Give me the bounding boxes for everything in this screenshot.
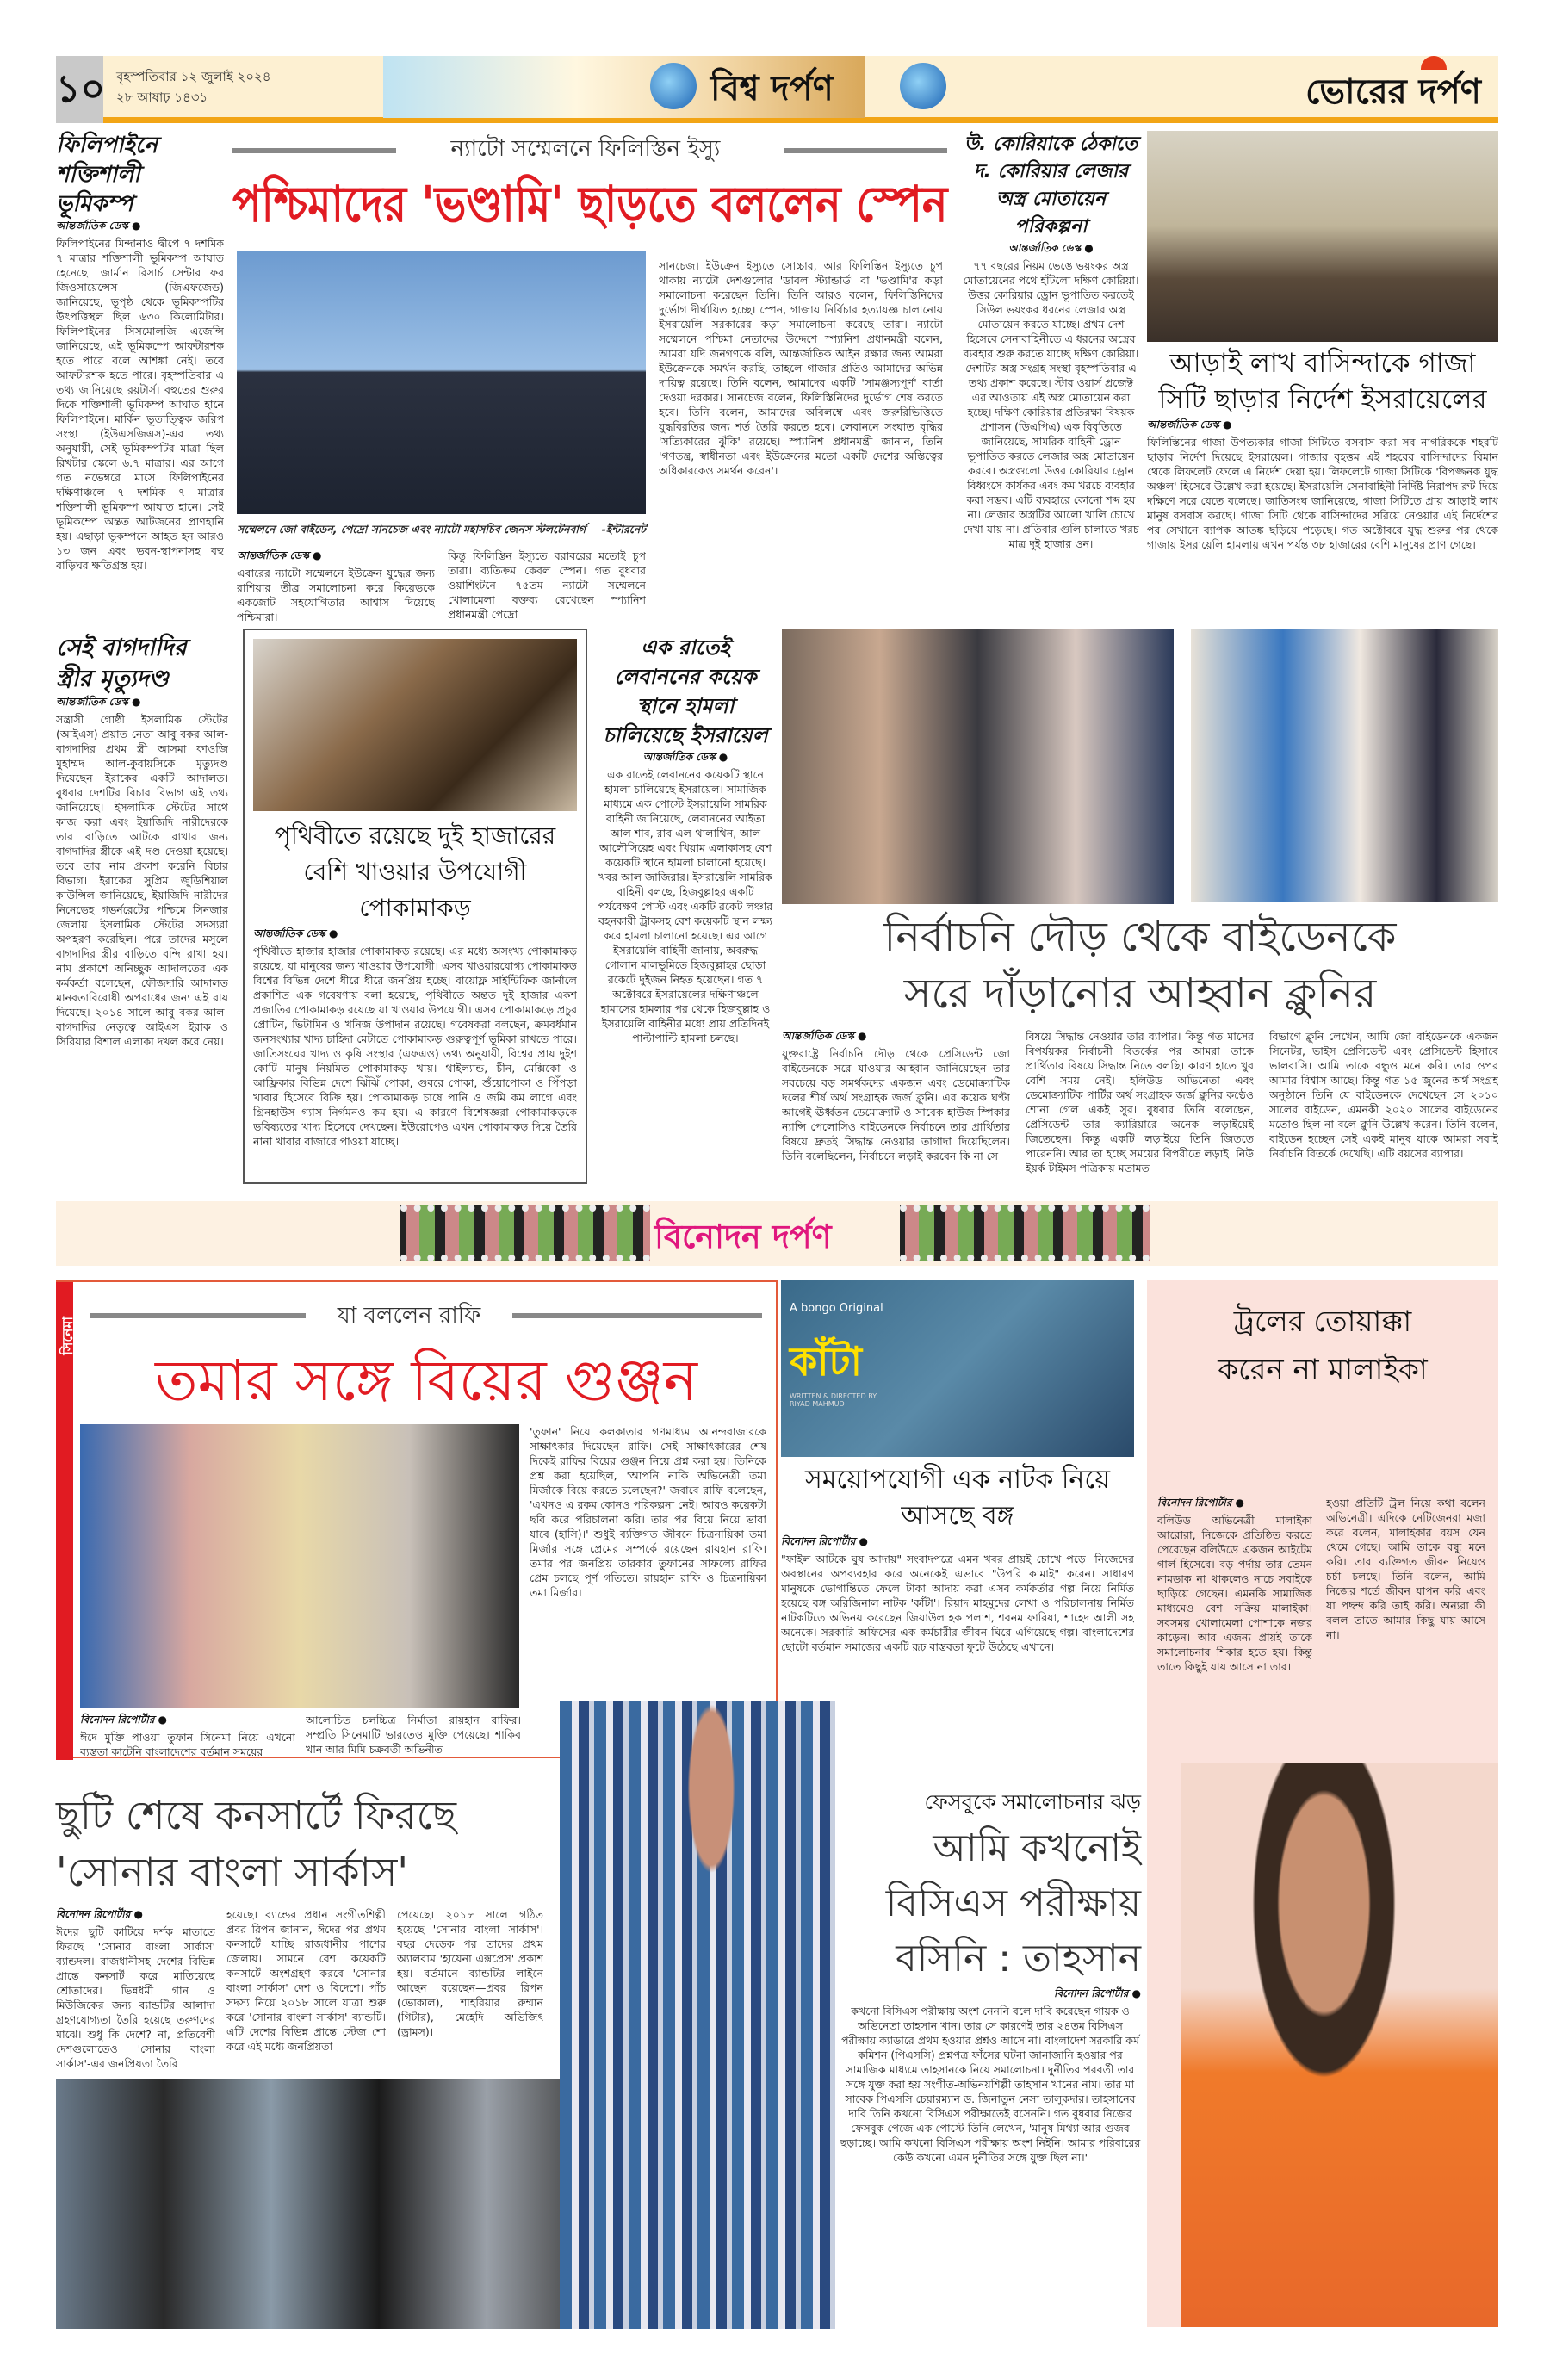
article-body: বিভাগে ক্লুনি লেখেন, আমি জো বাইডেনকে একজন সিনেটর, ভাইস প্রেসিডেন্ট এবং প্রেসিডেন্ট হিসাবে ভালবাসি। আমি তাকে বন্ধুও মনে করি। তার ওপর আমার বিশ্বাস আছে। কিন্তু গত ১৫ জুনের অর্থ সংগ্রহ অনুষ্ঠানে তিনি যে বাইডেনকে দেখেছেন সে ২০১০ সালের বাইডেন, এমনকী ২০২০ সালের বাইডেনের মতোও ছিল না বলে ক্লুনি উল্লেখ করেন। তিনি বলেন, বাইডেন হচ্ছেন সেই একই মানুষ যাকে আমরা সবাই নির্বাচনি বিতর্কে দেখেছি। এটি বয়সের ব্যাপার।	[1269, 1030, 1498, 1160]
byline: বিনোদন রিপোর্টার ●	[1054, 1987, 1141, 1999]
date-gregorian: বৃহস্পতিবার ১২ জুলাই ২০২৪	[116, 69, 271, 84]
photo-band-members	[56, 2079, 594, 2329]
article-rafi-toma	[56, 1280, 778, 1758]
date-bengali: ২৮ আষাঢ় ১৪৩১	[116, 90, 208, 105]
byline: আন্তর্জাতিক ডেস্ক ●	[253, 927, 338, 939]
headline: এক রাতেই লেবাননের কয়েক স্থানে হামলা চালিয়েছে ইসরায়েল	[603, 635, 768, 747]
entertainment-section-banner	[56, 1201, 1498, 1266]
divider	[512, 1313, 762, 1318]
article-malaika	[1147, 1280, 1498, 2327]
photo-rafi-toma-collage	[80, 1424, 519, 1708]
article-body: বিষয়ে সিদ্ধান্ত নেওয়ার তার ব্যাপার। কিন্তু গত মাসের বিপর্যয়কর নির্বাচনী বিতর্কের পর আমরা তাকে প্রার্থিতার বিষয়ে সিদ্ধান্ত নিতে বলছি। কারণ হাতে খুব বেশি সময় নেই। হলিউড অভিনেতা এবং ডেমোক্র্যাটিক পার্টির অর্থ সংগ্রাহক জর্জ ক্লুনির কণ্ঠেও শোনা গেল একই সুর। বুধবার তিনি বলেছেন, প্রেসিডেন্ট তার ক্যারিয়ারে অনেক লড়াইয়েই জিতেছেন। কিন্তু একটি লড়াইয়ে তিনি জিততে পারেননি। আর তা হচ্ছে সময়ের বিপরীতে লড়াই। নিউ ইয়র্ক টাইমস পত্রিকায় মতামত	[1026, 1030, 1254, 1175]
newspaper-logo: ভোরের দর্পণ	[1305, 72, 1481, 112]
headline: পৃথিবীতে রয়েছে দুই হাজারের বেশি খাওয়ার উপযোগী পোকামাকড়	[274, 821, 556, 922]
byline: আন্তর্জাতিক ডেস্ক ●	[56, 696, 141, 708]
article-body: হওয়া প্রতিটি ট্রল নিয়ে কথা বলেন অভিনেত্রী। এদিকে নেটিজেনরা মজা করে বলেন, মালাইকার বয়স যেন থেমে গেছে। আমি তাকে বন্ধু মনে করি। তার ব্যক্তিগত জীবন নিয়েও চর্চা চলছে। তিনি বলেন, আমি নিজের শর্তে জীবন যাপন করি এবং যা পছন্দ করি তাই করি। অন্যরা কী বলল তাতে আমার কিছু যায় আসে না।	[1326, 1497, 1485, 1641]
headline-line: নির্বাচনি দৌড় থেকে বাইডেনকে	[884, 913, 1397, 961]
article-body: ফিলিস্তিনের গাজা উপত্যকার গাজা সিটিতে বসবাস করা সব নাগরিককে শহরটি ছাড়ার নির্দেশ দিয়েছে ইসরায়েল। গাজার বৃহত্তম এই শহরের বাসিন্দাদের বিমান থেকে লিফলেট ফেলে এ নির্দেশ দেয়া হয়। লিফলেটে গাজা সিটিকে 'বিপজ্জনক যুদ্ধ অঞ্চল' হিসেবে উল্লেখ করা হয়েছে। ইসরায়েলি সেনাবাহিনী নির্দিষ্ট নিরাপদ রুট দিয়ে দক্ষিণে সরে যেতে বলেছে। জাতিসংঘ জানিয়েছে, গাজা সিটিতে প্রায় আড়াই লাখ মানুষ বসবাস করছে। গাজা সিটি থেকে বাসিন্দাদের সরিয়ে নেওয়ার এই নির্দেশের পর সেখানে ব্যাপক আতঙ্ক ছড়িয়ে পড়েছে। গত অক্টোবরে যুদ্ধ শুরুর পর থেকে গাজায় ইসরায়েলি হামলায় এখন পর্যন্ত ৩৮ হাজারের বেশি মানুষের প্রাণ গেছে।	[1147, 436, 1498, 551]
headline	[782, 908, 1498, 1022]
poster-title: কাঁটা	[790, 1338, 862, 1385]
article-body: "ফাইল আটকে ঘুষ আদায়" সংবাদপত্রে এমন খবর প্রায়ই চোখে পড়ে। নিজেদের অবস্থানের অপব্যবহার করে অনেকেই এভাবে "উপরি কামাই" করেন। সাধারণ মানুষকে ভোগান্তিতে ফেলে টাকা আদায় করা এসব কর্মকর্তার গল্প নিয়ে নির্মিত হয়েছে বঙ্গ অরিজিনাল নাটক 'কাঁটা'। রিয়াদ মাহমুদের লেখা ও পরিচালনায় নির্মিত নাটকটিতে অভিনয় করেছেন জিয়াউল হক পলাশ, শবনম ফারিয়া, শাহেদ আলী সহ অনেকে। সরকারি অফিসের এক কর্মচারীর জীবন ঘিরে এগিয়েছে গল্প। বাংলাদেশের ছোটো বর্তমান সমাজের একটি রূঢ় বাস্তবতা ফুটে উঠেছে এখানে।	[781, 1553, 1134, 1653]
headline: আমি কখনোই বিসিএস পরীক্ষায় বসিনি : তাহসান	[885, 1826, 1141, 1980]
divider	[232, 148, 396, 153]
photo-pelosi	[1191, 629, 1498, 902]
photo-gaza-crowd	[1147, 131, 1498, 342]
caption-text: সম্মেলনে জো বাইডেন, পেদ্রো সানচেজ এবং ন্যাটো মহাসচিব জেনস স্টলটেনবার্গ	[237, 523, 586, 536]
article-body: কখনো বিসিএস পরীক্ষায় অংশ নেননি বলে দাবি করেছেন গায়ক ও অভিনেতা তাহসান খান। তার সে কারণেই তার ২৪তম বিসিএস পরীক্ষায় ক্যাডারে প্রথম হওয়ার প্রশ্নও আসে না। বাংলাদেশ সরকারি কর্ম কমিশন (পিএসসি) প্রশ্নপত্র ফাঁসের ঘটনা জানাজানি হওয়ার পর সামাজিক মাধ্যমে তাহসানকে নিয়ে সমালোচনা। দুর্নীতির পরবর্তী তার সঙ্গে যুক্ত করা হয় সংগীত-অভিনয়শিল্পী তাহসান খানের নাম। তার মা সাবেক পিএসসি চেয়ারম্যান ড. জিনাতুন নেসা তালুকদার। তাহসানের দাবি তিনি কখনো বিসিএস পরীক্ষাতেই বসেননি। গত বুধবার নিজের ফেসবুক পেজে এক পোস্টে তিনি লেখেন, 'মানুষ মিথ্যা আর গুজব ছড়াচ্ছে। আমি কখনো বিসিএস পরীক্ষায় অংশ নিইনি। আমার পরিবারের কেউ কখনো এমন দুর্নীতির সঙ্গে যুক্ত ছিল না।'	[840, 2005, 1141, 2164]
headline-line: সরে দাঁড়ানোর আহ্বান ক্লুনির	[903, 970, 1377, 1018]
article-body: ৭৭ বছরের নিয়ম ভেঙে ভয়ংকর অস্ত্র মোতায়েনের পথে হাঁটলো দক্ষিণ কোরিয়া। উত্তর কোরিয়ার ড্রোন ভূপাতিত করতেই সিউল ভয়ংকর ধরনের লেজার অস্ত্র মোতায়েন করতে যাচ্ছে। প্রথম দেশ হিসেবে সেনাবাহিনীতে এ ধরনের অস্ত্রের ব্যবহার শুরু করতে যাচ্ছে দক্ষিণ কোরিয়া। দেশটির অস্ত্র সংগ্রহ সংস্থা বৃহস্পতিবার এ তথ্য প্রকাশ করেছে। স্টার ওয়ার্স প্রজেক্ট এর আওতায় এই অস্ত্র মোতায়েন করা হচ্ছে। দক্ষিণ কোরিয়ার প্রতিরক্ষা বিষয়ক প্রশাসন (ডিএপিএ) এক বিবৃতিতে জানিয়েছে, সামরিক বাহিনী ড্রোন ভূপাতিত করতে লেজার অস্ত্র মোতায়েন করবে। অস্ত্রগুলো উত্তর কোরিয়ার ড্রোন বিধ্বংসে কার্যকর এবং কম খরচে ব্যবহার করা সম্ভব। এটি ব্যবহারে কোনো শব্দ হয় না। লেজার অস্ত্রটির আলো খালি চোখে দেখা যায় না। প্রতিবার গুলি চালাতে খরচ মাত্র দুই হাজার ওন।	[963, 259, 1139, 550]
headline: ট্রলের তোয়াক্কা করেন না মালাইকা	[1218, 1305, 1428, 1387]
article-biden-clooney	[782, 629, 1498, 1188]
article-body: 'তুফান' নিয়ে কলকাতার গণমাধ্যম আনন্দবাজারকে সাক্ষাৎকার দিয়েছেন রাফি। সেই সাক্ষাৎকারের শেষ দিকেই রাফির বিয়ের গুঞ্জন নিয়ে প্রশ্ন করা হয়। তিনিকে প্রশ্ন করা হয়েছিল, 'আপনি নাকি অভিনেত্রী তমা মির্জাকে বিয়ে করতে চলেছেন?' জবাবে রাফি বলেছেন, 'এখনও এ রকম কোনও পরিকল্পনা নেই। আরও কয়েকটা ছবি করে পরিচালনা করি। তার পর বিয়ে নিয়ে ভাবা যাবে (হাসি)।' শুধুই ব্যক্তিগত জীবনে চিত্রনায়িকা তমা মির্জার সঙ্গে প্রেমের সম্পর্কে রয়েছেন রায়হান রাফি। তমার পর জনপ্রিয় তারকার তুফানের সাফল্যে রাফির প্রেম চলছে পূর্ণ গতিতে। রায়হান রাফি ও চিত্রনায়িকা তমা মির্জার।	[530, 1425, 766, 1599]
page-header	[56, 56, 1498, 123]
article-lebanon	[596, 633, 775, 1184]
byline: বিনোদন রিপোর্টার ●	[781, 1535, 868, 1547]
headline-line: 'সোনার বাংলা সার্কাস'	[56, 1849, 409, 1895]
divider	[90, 1313, 306, 1318]
article-body: পেয়েছে। ২০১৮ সালে গঠিত হয়েছে 'সোনার বাংলা সার্কাস'। বছর দেড়েক পর তাদের প্রথম অ্যালবাম 'হায়েনা এক্সপ্রেস' প্রকাশ হয়। বর্তমানে ব্যান্ডটির লাইনে আছেন রয়েছেন—প্রবর রিপন (ভোকাল), শাহরিয়ার রুম্মান (গিটার), মেহেদি অভিজিৎ (ড্রামস)।	[397, 1908, 543, 2038]
article-nato	[232, 131, 956, 630]
photo-nato-leaders	[237, 251, 646, 514]
headline: তমার সঙ্গে বিয়ের গুঞ্জন	[154, 1348, 698, 1414]
byline: আন্তর্জাতিক ডেস্ক ●	[237, 549, 322, 561]
article-tahsan	[840, 1787, 1141, 2329]
kicker: ন্যাটো সম্মেলনে ফিলিস্তিন ইস্যু	[450, 136, 721, 162]
byline: আন্তর্জাতিক ডেস্ক ●	[1147, 418, 1232, 431]
body-col-1	[1157, 1496, 1312, 1685]
headline-box	[232, 170, 947, 245]
photo-caption	[237, 523, 646, 540]
headline: সেই বাগদাদির স্ত্রীর মৃত্যুদণ্ড	[56, 635, 187, 692]
headline: পশ্চিমাদের 'ভণ্ডামি' ছাড়তে বললেন স্পেন	[232, 175, 948, 233]
article-body: এবারের ন্যাটো সম্মেলনে ইউক্রেন যুদ্ধের জন্য রাশিয়ার তীব্র সমালোচনা করে কিয়েভকে একজোট সহযোগিতার আশ্বাস দিয়েছে পশ্চিমারা।	[237, 567, 435, 623]
headline	[56, 1787, 607, 1900]
body-col-1	[237, 549, 435, 624]
caption-col-1	[80, 1713, 295, 1759]
byline: আন্তর্জাতিক ডেস্ক ●	[782, 1030, 867, 1042]
byline: বিনোদন রিপোর্টার ●	[56, 1908, 143, 1920]
byline: বিনোদন রিপোর্টার ●	[1157, 1497, 1244, 1509]
kicker: ফেসবুকে সমালোচনার ঝড়	[924, 1790, 1141, 1814]
headline: ফিলিপাইনে শক্তিশালী ভূমিকম্প	[56, 133, 158, 217]
page-number: ১০	[56, 56, 103, 123]
article-body: ঈদে মুক্তি পাওয়া তুফান সিনেমা নিয়ে এখনো ব্যস্ততা কাটেনি বাংলাদেশের বর্তমান সময়ের	[80, 1731, 295, 1758]
film-strip-icon	[400, 1205, 650, 1261]
headline: উ. কোরিয়াকে ঠেকাতে দ. কোরিয়ার লেজার অস্ত্র মোতায়েন পরিকল্পনা	[964, 133, 1138, 238]
article-body: সন্ত্রাসী গোষ্ঠী ইসলামিক স্টেটের (আইএস) প্রয়াত নেতা আবু বকর আল-বাগদাদির প্রথম স্ত্রী আসমা ফাওজি মুহাম্মদ আল-কুবায়সিকে মৃত্যুদণ্ড দিয়েছেন ইরাকের একটি আদালত। বুধবার দেশটির বিচার বিভাগ এই তথ্য জানিয়েছে। ইসলামিক স্টেটের সাথে কাজ করা এবং ইয়াজিদি নারীদেরকে তার বাড়িতে আটকে রাখার জন্য বাগদাদির স্ত্রীকে এই দণ্ড দেওয়া হয়েছে। তবে তার নাম প্রকাশ করেনি বিচার বিভাগ। ইরাকের সুপ্রিম জুডিশিয়াল কাউন্সিল জানিয়েছে, ইয়াজিদি নারীদের নিনেভেহ গভর্নরেটের পশ্চিমে সিনজার জেলায় ইসলামিক স্টেটের সদস্যরা অপহরণ করেছিল। পরে তাদের মসুলে বাগদাদির স্ত্রীর বাড়িতে বন্দি রাখা হয়। নাম প্রকাশে অনিচ্ছুক আদালতের এক কর্মকর্তা বলেছেন, ফৌজদারি আদালত মানবতাবিরোধী অপরাধের জন্য এই রায় দিয়েছে। ২০১৪ সালে আবু বকর আল-বাগদাদির নেতৃত্বে আইএস ইরাক ও সিরিয়ার বিশাল এলাকা দখল করে নেয়।	[56, 713, 228, 1048]
kicker: যা বললেন রাফি	[337, 1303, 481, 1329]
article-body: বলিউড অভিনেত্রী মালাইকা আরোরা, নিজেকে প্রতিষ্ঠিত করতে পেরেছেন বলিউডে একজন আইটেম গার্ল হিসেবে। বড় পর্দায় তার তেমন নামডাক না থাকলেও নাচে সবাইকে ছাড়িয়ে গেছেন। এমনকি সামাজিক মাধ্যমেও বেশ সক্রিয় মালাইকা। সবসময় খোলামেলা পোশাকে নজর কাড়েন। আর এজন্য প্রায়ই তাকে সমালোচনার শিকার হতে হয়। কিন্তু তাতে কিছুই যায় আসে না তার।	[1157, 1514, 1312, 1673]
globe-icon	[900, 63, 946, 109]
byline: আন্তর্জাতিক ডেস্ক ●	[56, 220, 141, 232]
poster-credit: WRITTEN & DIRECTED BY RIYAD MAHMUD	[790, 1392, 877, 1408]
article-body: পৃথিবীতে হাজার হাজার পোকামাকড় রয়েছে। এর মধ্যে অসংখ্য পোকামাকড় রয়েছে, যা মানুষের জন্য খাওয়ার উপযোগী। এসব খাওয়ারযোগ্য পোকামাকড় বিশ্বের বিভিন্ন দেশে ধীরে ধীরে জনপ্রিয় হচ্ছে। বায়োফ্ল সাইন্টিফিক জার্নালে প্রকাশিত এক গবেষণায় বলা হয়েছে, পৃথিবীতে অন্তত দুই হাজার একশ প্রজাতির পোকামাকড় রয়েছে যা খাওয়ার উপযোগী। এসব পোকামাকড়ে প্রচুর প্রোটিন, ভিটামিন ও খনিজ উপাদান রয়েছে। গবেষকরা বলছেন, ক্রমবর্ধমান জনসংখ্যার খাদ্য চাহিদা মেটাতে পোকামাকড় গুরুত্বপূর্ণ ভূমিকা রাখতে পারে। জাতিসংঘের খাদ্য ও কৃষি সংস্থার (এফএও) তথ্য অনুযায়ী, বিশ্বের প্রায় দুইশ কোটি মানুষ নিয়মিত পোকামাকড় খায়। থাইল্যান্ড, চীন, মেক্সিকো ও আফ্রিকার বিভিন্ন দেশে ঝিঁঝিঁ পোকা, গুবরে পোকা, শুঁয়োপোকা ও পিঁপড়া খাবার হিসেবে বিক্রি হয়। পোকামাকড় চাষে পানি ও জমি কম লাগে এবং গ্রিনহাউস গ্যাস নির্গমনও কম হয়। এ কারণে বিশেষজ্ঞরা পোকামাকড়কে ভবিষ্যতের খাদ্য হিসেবে দেখছেন। ইউরোপেও এখন পোকামাকড় দিয়ে তৈরি নানা খাবার বাজারে পাওয়া যাচ্ছে।	[253, 945, 577, 1148]
category-tag: সিনেমা	[59, 1317, 76, 1355]
article-insects	[243, 629, 587, 1184]
article-gaza	[1147, 131, 1498, 626]
body-col-1	[782, 1029, 1010, 1180]
divider	[784, 148, 947, 153]
article-body: সানচেজ। ইউক্রেন ইস্যুতে সোচ্চার, আর ফিলিস্তিন ইস্যুতে চুপ থাকায় ন্যাটো দেশগুলোর 'ডাবল স্ট্যান্ডার্ড' বা 'ভণ্ডামি'র কড়া সমালোচনা করেছেন তিনি। তিনি আরও বলেন, ফিলিস্তিনিদের দুর্ভোগ দীর্ঘায়িত হচ্ছে। স্পেন, গাজায় নির্বিচার হত্যাযজ্ঞ চালানোয় ইসরায়েলি সরকারের কড়া সমালোচনা করেছে তারা। ন্যাটো সম্মেলনে পশ্চিমা নেতাদের উদ্দেশে স্প্যানিশ প্রধানমন্ত্রী বলেন, আমরা যদি জনগণকে বলি, আন্তর্জাতিক আইন রক্ষার জন্য আমরা ইউক্রেনকে সমর্থন করছি, তাহলে গাজার প্রতিও আমাদের অভিন্ন দায়িত্ব রয়েছে। তিনি বলেন, আমাদের একটি 'সামঞ্জস্যপূর্ণ' বার্তা দেওয়া দরকার। সানচেজ বলেন, ফিলিস্তিনিদের দুর্ভোগ শেষ করতে হবে। তিনি বলেন, আমাদের অবিলম্বে এবং জরুরিভিত্তিতে যুদ্ধবিরতির জন্য শর্ত তৈরি করতে হবে। লেবাননে সংঘাত বৃদ্ধির 'সত্যিকারের ঝুঁকি' রয়েছে। স্প্যানিশ প্রধানমন্ত্রী জানান, তিনি 'গণতন্ত্র, স্বাধীনতা এবং ইউক্রেনের মতো একটি দেশের অস্তিত্বের অধিকারকেও সমর্থন করেন'।	[659, 259, 943, 477]
headline-line: ছুটি শেষে কনসার্টে ফিরছে	[56, 1792, 457, 1838]
headline: সময়োপযোগী এক নাটক নিয়ে আসছে বঙ্গ	[804, 1465, 1111, 1531]
byline: বিনোদন রিপোর্টার ●	[80, 1714, 167, 1726]
article-body: ঈদের ছুটি কাটিয়ে দর্শক মাতাতে ফিরছে 'সোনার বাংলা সার্কাস' ব্যান্ডদল। রাজধানীসহ দেশের বিভিন্ন প্রান্তে কনসার্ট করে মাতিয়েছে শ্রোতাদের। ভিন্নধর্মী গান ও মিউজিকের জন্য ব্যান্ডটির আলাদা গ্রহণযোগ্যতা তৈরি হয়েছে তরুণদের মাঝে। শুধু কি দেশে? না, প্রতিবেশী দেশগুলোতেও 'সোনার বাংলা সার্কাস'-এর জনপ্রিয়তা তৈরি	[56, 1925, 215, 2070]
date-line	[116, 66, 270, 108]
article-body: হয়েছে। ব্যান্ডের প্রধান সংগীতশিল্পী প্রবর রিপন জানান, ঈদের পর প্রথম কনসার্টে যাচ্ছি রাজধানীর পাশের জেলায়। সামনে বেশ কয়েকটি কনসার্টে অংশগ্রহণ করবে 'সোনার বাংলা সার্কাস' দেশ ও বিদেশে। পাঁচ সদস্য নিয়ে ২০১৮ সালে যাত্রা শুরু করে 'সোনার বাংলা সার্কাস' ব্যান্ডটি। এটি দেশের বিভিন্ন প্রান্তে স্টেজ শো করে এই মধ্যে জনপ্রিয়তা	[226, 1908, 386, 2053]
article-body: আলোচিত চলচ্চিত্র নির্মাতা রায়হান রাফির। সম্প্রতি সিনেমাটি ভারতেও মুক্তি পেয়েছে। শাকিব খান আর মিমি চক্রবর্তী অভিনীত	[306, 1714, 521, 1756]
article-sonar-bangla-circus	[56, 1787, 607, 2329]
section-title: বিশ্ব দর্পণ	[710, 69, 834, 108]
photo-clooney-biden	[782, 629, 1174, 904]
article-body: ফিলিপাইনের মিন্দানাও দ্বীপে ৭ দশমিক ৭ মাত্রার শক্তিশালী ভূমিকম্প আঘাত হেনেছে। জার্মান রিসার্চ সেন্টার ফর জিওসায়েন্সেস (জিএফজেড) জানিয়েছে, ভূপৃষ্ঠ থেকে ভূমিকম্পটির উৎপত্তিস্থল ছিল ৬৩০ কিলোমিটার। ফিলিপাইনের সিসমোলজি এজেন্সি জানিয়েছে, এই ভূমিকম্পে আফটারশক হতে পারে বলে আশঙ্কা নেই। তবে আফটারশক হতে পারে। বৃহস্পতিবার এ তথ্য জানিয়েছে রয়টার্স। বহুতের শুরুর দিকে শক্তিশালী ভূমিকম্প আঘাত হানে ফিলিপাইনে। মার্কিন ভূতাত্ত্বিক জরিপ সংস্থা (ইউএসজিএস)-এর তথ্য অনুযায়ী, সেই ভূমিকম্পটির মাত্রা ছিল রিখটার স্কেলে ৬.৭ মাত্রার। এর আগে গত নভেম্বরে মাসে ফিলিপাইনের দক্ষিণাঞ্চলে ৭ দশমিক ৭ মাত্রার শক্তিশালী ভূমিকম্প আঘাত হানে। সেই ভূমিকম্পে অন্তত আটজনের প্রাণহানি হয়। এছাড়া ভূকম্পনে আহত হন আরও ১৩ জন এবং ভবন-স্থাপনাসহ বহু বাড়িঘর ক্ষতিগ্রস্ত হয়।	[56, 237, 224, 572]
photo-edible-insects	[253, 639, 577, 811]
byline: আন্তর্জাতিক ডেস্ক ●	[642, 751, 728, 763]
headline: আড়াই লাখ বাসিন্দাকে গাজা সিটি ছাড়ার নির্দেশ ইসরায়েলের	[1158, 348, 1487, 415]
photo-malaika	[1181, 1763, 1498, 2327]
film-strip-icon	[900, 1205, 1150, 1261]
article-body: যুক্তরাষ্ট্রে নির্বাচনি দৌড় থেকে প্রেসিডেন্ট জো বাইডেনকে সরে যাওয়ার আহ্বান জানিয়েছেন তার সবচেয়ে বড় সমর্থকদের একজন এবং ডেমোক্র্যাটিক দলের শীর্ষ অর্থ সংগ্রাহক জর্জ ক্লুনি। এর কয়েক ঘণ্টা আগেই ঊর্ধ্বতন ডেমোক্র্যাট ও সাবেক হাউজ স্পিকার ন্যান্সি পেলোসিও বাইডেনকে নির্বাচনে তার প্রার্থিতার বিষয়ে দ্রুতই সিদ্ধান্ত নেওয়ার তাগাদা দিয়েছিলেন। তিনি বলেছিলেন, নির্বাচনে লড়াই করবেন কি না সে	[782, 1047, 1010, 1162]
photo-credit: -ইন্টারনেট	[601, 523, 646, 536]
body-col-1	[56, 1907, 215, 2079]
section-title: বিনোদন দর্পণ	[654, 1218, 832, 1255]
article-body: কিন্তু ফিলিস্তিন ইস্যুতে বরাবরের মতোই চুপ তারা। ব্যতিক্রম কেবল স্পেন। গত বুধবার ওয়াশিংটনে ৭৫তম ন্যাটো সম্মেলনে খোলামেলা বক্তব্য রেখেছেন স্প্যানিশ প্রধানমন্ত্রী পেদ্রো	[448, 549, 646, 621]
article-korea	[963, 131, 1139, 626]
poster-kaata	[781, 1280, 1134, 1457]
poster-badge: A bongo Original	[790, 1302, 884, 1315]
byline: আন্তর্জাতিক ডেস্ক ●	[1008, 242, 1094, 254]
article-philippines	[56, 131, 224, 622]
article-body: এক রাতেই লেবাননের কয়েকটি স্থানে হামলা চালিয়েছে ইসরায়েল। সামাজিক মাধ্যমে এক পোস্টে ইসরায়েলি সামরিক বাহিনী জানিয়েছে, লেবাননের আইতা আল শাব, রাব এল-থালাথিন, আল আলৌসিয়েহ এবং খিয়াম এলাকাসহ বেশ কয়েকটি স্থানে হামলা চালানো হয়েছে। খবর আল জাজিরার। ইসরায়েলি সামরিক বাহিনী বলছে, হিজবুল্লাহর একটি পর্যবেক্ষণ পোস্ট এবং একটি রকেট লঞ্চার বহনকারী ট্রাকসহ বেশ কয়েকটি স্থান লক্ষ্য করে হামলা চালানো হয়েছে। এর আগে ইসরায়েলি বাহিনী জানায়, অবরুদ্ধ গোলান মালভূমিতে হিজবুল্লাহর ছোড়া রকেটে দুইজন নিহত হয়েছেন। গত ৭ অক্টোবরে ইসরায়েলের দক্ষিণাঞ্চলে হামাসের হামলার পর থেকে হিজবুল্লাহ ও ইসরায়েলি বাহিনীর মধ্যে প্রায় প্রতিদিনই পাল্টাপাল্টি হামলা চলছে।	[598, 768, 773, 1044]
globe-icon	[650, 63, 697, 109]
article-baghdadi	[56, 633, 228, 1184]
